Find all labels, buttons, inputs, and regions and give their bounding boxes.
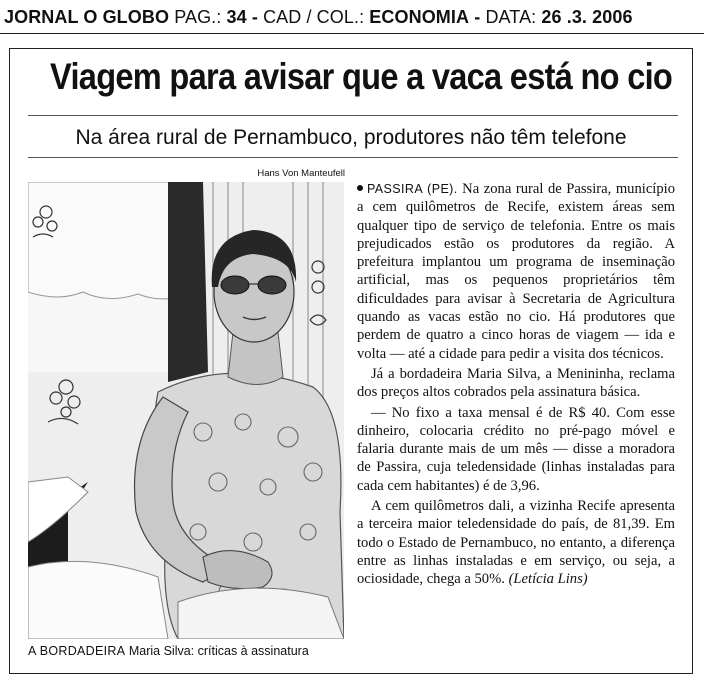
clipping-header <box>0 0 704 32</box>
photo-caption <box>28 644 348 658</box>
paragraph-1 <box>357 180 675 363</box>
page-label: PAG.: <box>174 7 222 27</box>
byline: (Letícia Lins) <box>508 571 588 588</box>
subheadline: Na área rural de Pernambuco, produtores não têm telefone <box>75 126 627 149</box>
paragraph-1-text: Na zona rural de Passira, município a cem quilômetros de Recife, existem áreas sem qualquer tipo de serviço de telefonia. Entre os mais prejudicados estão os produtores da região. A prefeitura implantou um programa de inseminação artificial, mas os pequenos proprietários têm dificuldades para avisar à Secretaria de Agricultura quando as vacas estão no cio. Há produtores que perdem de quatro a cinco horas de viagem — ida e volta — até a cidade para pedir a visita dos técnicos. <box>357 181 676 362</box>
caption-text: Maria Silva: críticas à assinatura <box>125 644 309 658</box>
subheadline-divider <box>28 157 678 158</box>
paragraph-4 <box>357 497 675 588</box>
date-label: DATA: <box>485 7 537 27</box>
paragraph-4-text: A cem quilômetros dali, a vizinha Recife apresenta a terceira maior teledensidade do país, de 81,39. Em todo o Estado de Pernambuco, no entanto, a diferença entre as linhas instaladas e em serviço, ou seja, a ociosidade, chega a 50%. <box>357 498 675 588</box>
bullet-icon <box>357 185 363 191</box>
newspaper-name: JORNAL O GLOBO <box>4 7 170 27</box>
paragraph-3: — No fixo a taxa mensal é de R$ 40. Com esse dinheiro, colocaria crédito no pré-pago móvel e falaria durante mais de um mês — disse a moradora de Passira, cuja teledensidade (linhas instaladas para cada cem habitantes) é de 3,96. <box>357 404 675 494</box>
photo-credit: Hans Von Manteufell <box>257 168 345 179</box>
separator: - <box>474 7 481 27</box>
section-value: ECONOMIA <box>369 7 470 27</box>
page-number: 34 <box>226 7 247 27</box>
header-divider <box>0 33 704 34</box>
caption-lead: A BORDADEIRA <box>28 644 126 658</box>
separator: - <box>251 7 258 27</box>
section-label: CAD / COL.: <box>263 7 365 27</box>
headline-divider <box>28 115 678 116</box>
photo-illustration <box>28 182 344 639</box>
dateline: PASSIRA (PE). <box>367 182 458 196</box>
header-line <box>4 7 633 28</box>
article-photo <box>28 182 344 639</box>
paragraph-2: Já a bordadeira Maria Silva, a Menininha, reclama dos preços altos cobrados pela assinatura básica. <box>357 365 675 401</box>
article-body <box>357 180 675 589</box>
date-value: 26 .3. 2006 <box>541 7 633 27</box>
headline: Viagem para avisar que a vaca está no cio <box>50 56 673 97</box>
